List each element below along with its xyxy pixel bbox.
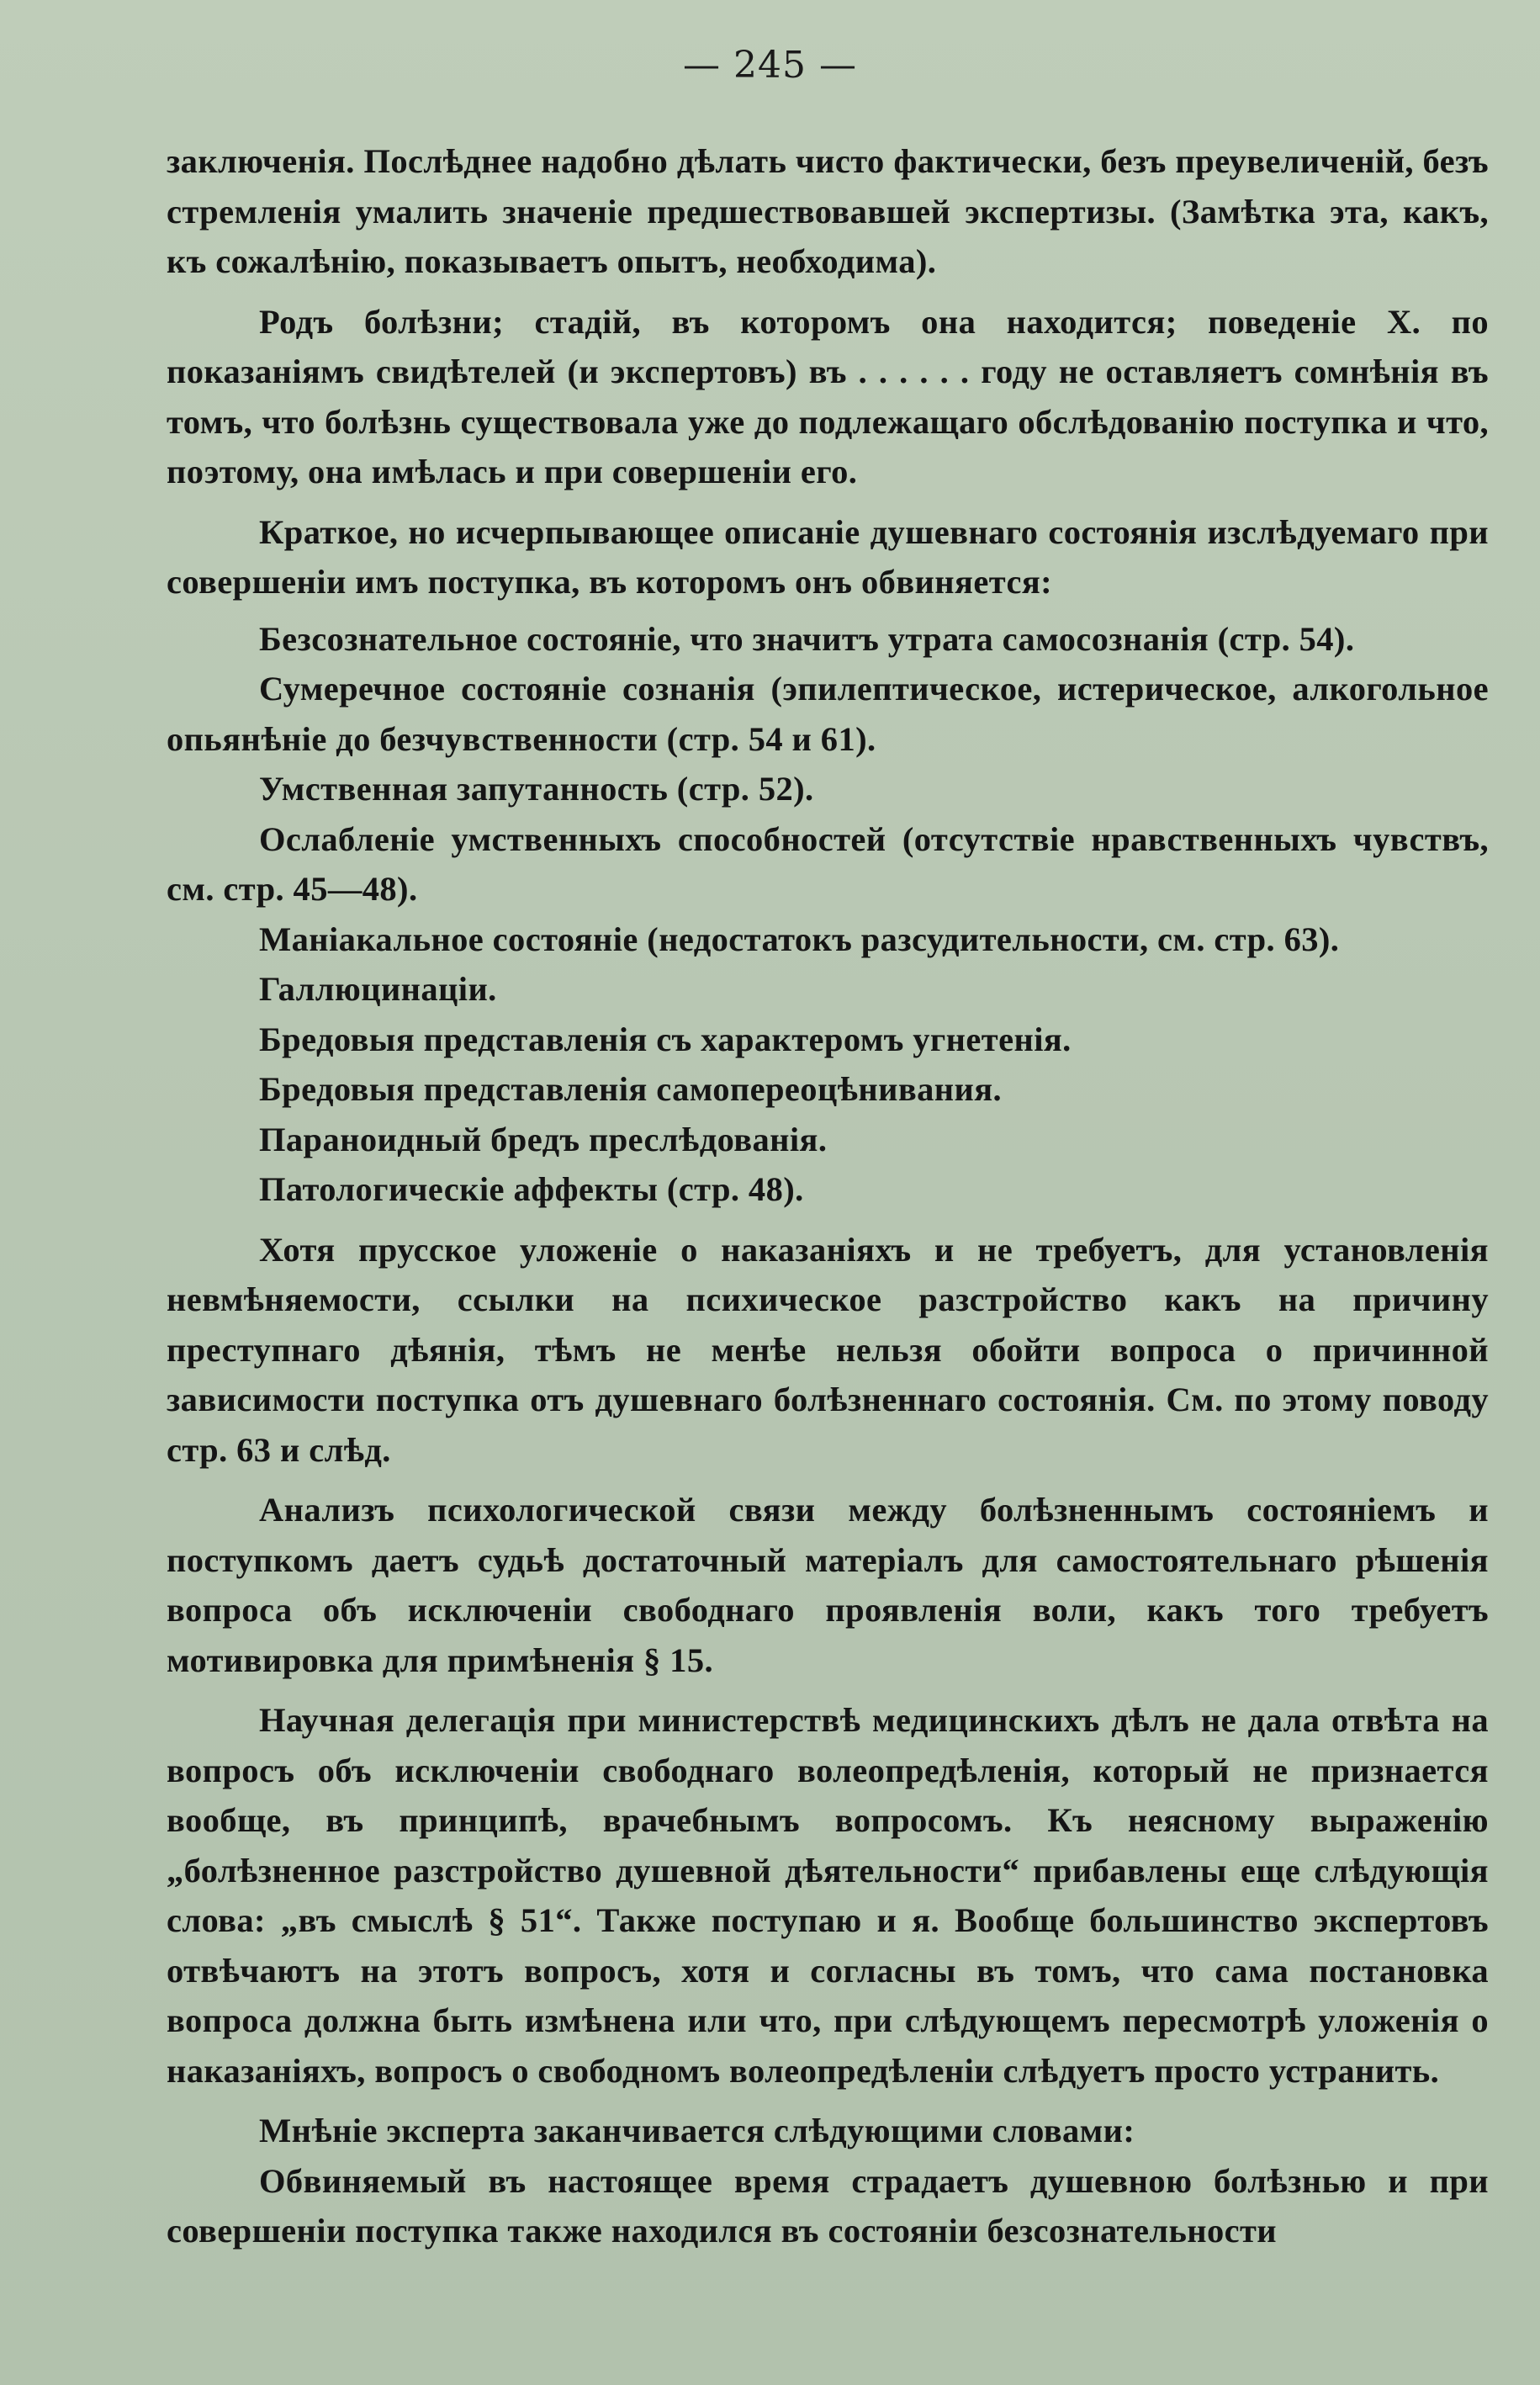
condition-list <box>167 614 1489 1215</box>
paragraph-disease-kind: Родъ болѣзни; стадій, въ которомъ она находится; поведеніе X. по показаніямъ свидѣтелей (и экспертовъ) въ . . . . . . году не оставляетъ сомнѣнія въ томъ, что болѣзнь существовала уже до подлежащаго обслѣдованію поступка и что, поэтому, она имѣлась и при совершеніи его. <box>167 302 1489 490</box>
body-text <box>167 136 1489 2256</box>
list-item: Бредовыя представленія съ характеромъ угнетенія. <box>259 1020 1072 1058</box>
paragraph-analysis: Анализъ психологической связи между болѣзненнымъ состояніемъ и поступкомъ даетъ судьѣ достаточный матеріалъ для самостоятельнаго рѣшенія вопроса объ исключеніи свободнаго проявленія воли, какъ того требуетъ мотивировка для примѣненія § 15. <box>167 1491 1489 1679</box>
paragraph-prussian-code: Хотя прусское уложеніе о наказаніяхъ и не требуетъ, для установленія невмѣняемости, ссылки на психическое разстройство какъ на причину преступнаго дѣянія, тѣмъ не менѣе нельзя обойти вопроса о причинной зависимости поступка отъ душевнаго болѣзненнаго состоянія. См. по этому поводу стр. 63 и слѣд. <box>167 1230 1489 1469</box>
list-item: Сумеречное состояніе сознанія (эпилептическое, истерическое, алкогольное опьянѣніе до безчувственности (стр. 54 и 61). <box>167 670 1489 758</box>
list-item: Патологическіе аффекты (стр. 48). <box>259 1170 804 1208</box>
paragraph-description-intro: Краткое, но исчерпывающее описаніе душевнаго состоянія изслѣдуемаго при совершеніи имъ поступка, въ которомъ онъ обвиняется: <box>167 512 1489 601</box>
paragraph-expert-opinion: Мнѣніе эксперта заканчивается слѣдующими словами: <box>259 2112 1135 2149</box>
list-item: Бредовыя представленія самопереоцѣнивания. <box>259 1070 1003 1108</box>
list-item: Умственная запутанность (стр. 52). <box>259 770 814 808</box>
paragraph-delegation: Научная делегація при министерствѣ медицинскихъ дѣлъ не дала отвѣта на вопросъ объ исключеніи свободнаго волеопредѣленія, который не признается вообще, въ принципѣ, врачебнымъ вопросомъ. Къ неясному выраженію „болѣзненное разстройство душевной дѣятельности“ прибавлены еще слѣдующія слова: „въ смыслѣ § 51“. Также поступаю и я. Вообще большинство экспертовъ отвѣчаютъ на этотъ вопросъ, хотя и согласны въ томъ, что сама постановка вопроса должна быть измѣнена или что, при слѣдующемъ пересмотрѣ уложенія о наказаніяхъ, вопросъ о свободномъ волеопредѣленіи слѣдуетъ просто устранить. <box>167 1701 1489 2090</box>
list-item: Галлюцинаціи. <box>259 970 497 1008</box>
list-item: Безсознательное состояніе, что значитъ утрата самосознанія (стр. 54). <box>259 619 1355 658</box>
list-item: Параноидный бредъ преслѣдованія. <box>259 1120 828 1158</box>
paragraph-continuation: заключенія. Послѣднее надобно дѣлать чисто фактически, безъ преувеличеній, безъ стремленія умалить значеніе предшествовавшей экспертизы. (Замѣтка эта, какъ, къ сожалѣнію, показываетъ опытъ, необходима). <box>167 142 1489 280</box>
paragraph-accused: Обвиняемый въ настоящее время страдаетъ душевною болѣзнью и при совершеніи поступка также находился въ состояніи безсознательности <box>167 2161 1489 2250</box>
page-number: — 245 — <box>683 44 857 87</box>
list-item: Ослабленіе умственныхъ способностей (отсутствіе нравственныхъ чувствъ, см. стр. 45—48). <box>167 819 1489 908</box>
list-item: Маніакальное состояніе (недостатокъ разсудительности, см. стр. 63). <box>259 920 1340 958</box>
